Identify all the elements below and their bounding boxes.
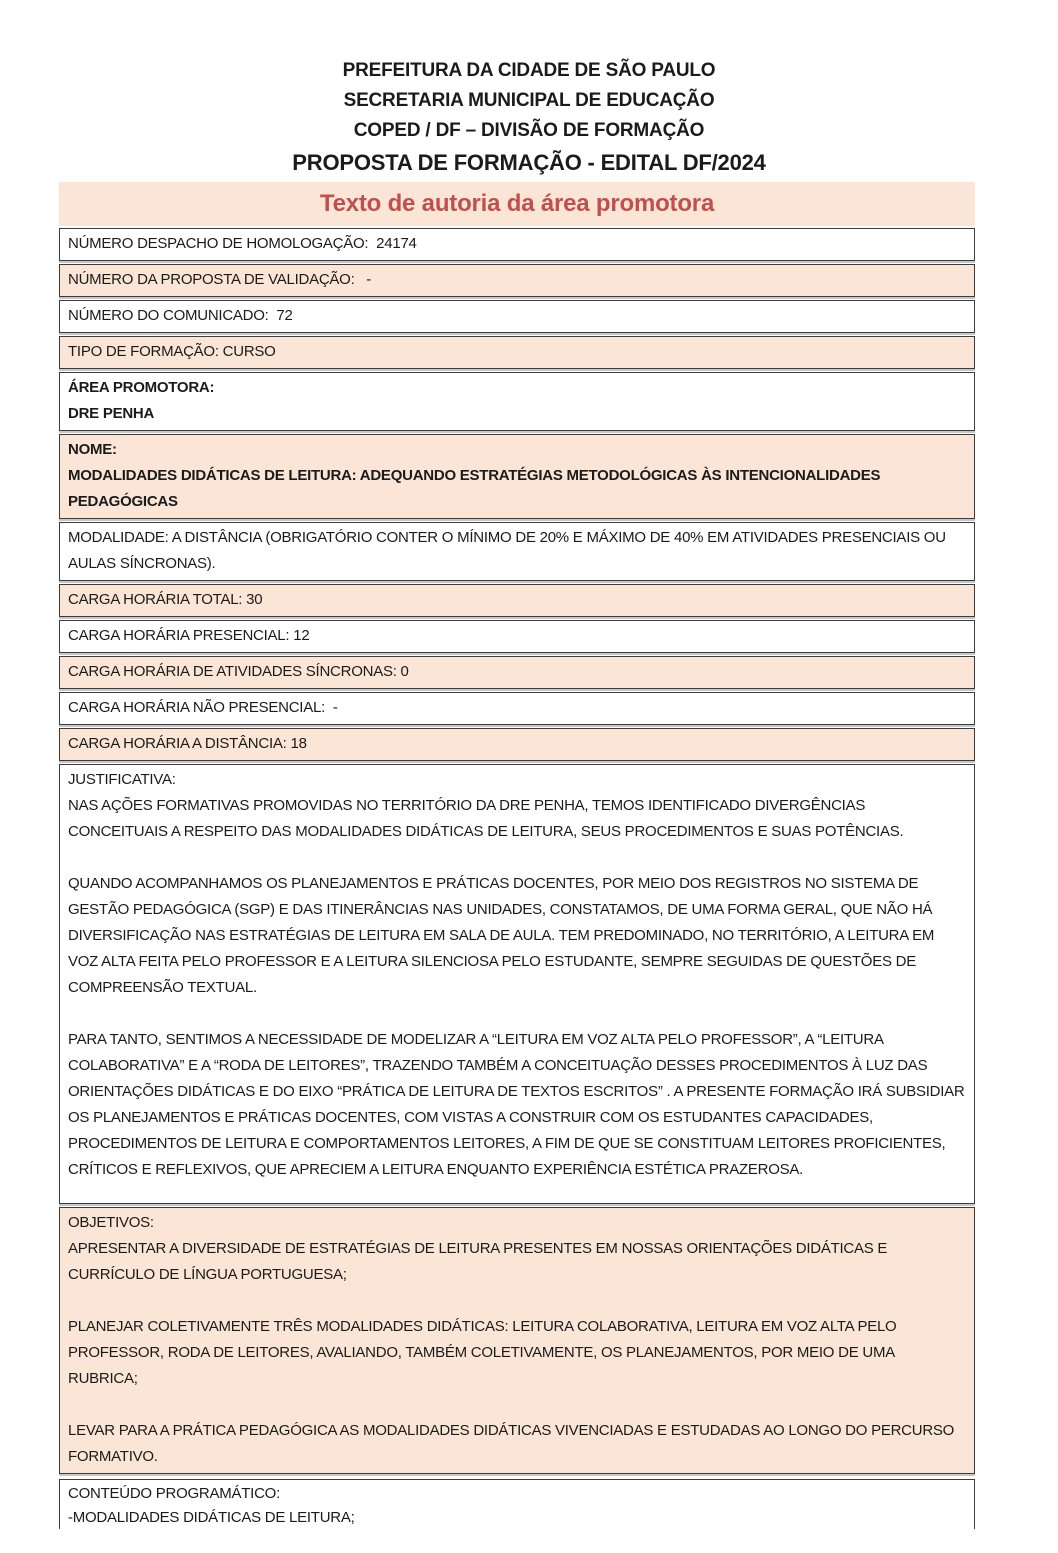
table-row: CARGA HORÁRIA TOTAL: 30 xyxy=(59,584,975,617)
table-row: CARGA HORÁRIA DE ATIVIDADES SÍNCRONAS: 0 xyxy=(59,656,975,689)
table-row: CARGA HORÁRIA A DISTÂNCIA: 18 xyxy=(59,728,975,761)
table-row: MODALIDADE: A DISTÂNCIA (OBRIGATÓRIO CONTER O MÍNIMO DE 20% E MÁXIMO DE 40% EM ATIVIDADES PRESENCIAIS OU AULAS SÍNCRONAS). xyxy=(59,522,975,581)
table-row: NÚMERO DO COMUNICADO: 72 xyxy=(59,300,975,333)
document-page xyxy=(0,56,1058,1553)
header-line-edital-title: PROPOSTA DE FORMAÇÃO - EDITAL DF/2024 xyxy=(292,150,766,175)
promoter-authorship-banner: Texto de autoria da área promotora xyxy=(59,182,975,226)
table-row: NOME: MODALIDADES DIDÁTICAS DE LEITURA: ADEQUANDO ESTRATÉGIAS METODOLÓGICAS ÀS INTENCIONALIDADES PEDAGÓGICAS xyxy=(59,434,975,519)
table-row: JUSTIFICATIVA: NAS AÇÕES FORMATIVAS PROMOVIDAS NO TERRITÓRIO DA DRE PENHA, TEMOS IDENTIFICADO DIVERGÊNCIAS CONCEITUAIS A RESPEITO DAS MODALIDADES DIDÁTICAS DE LEITURA, SEUS PROCEDIMENTOS E SUAS POTÊNCIAS. QUANDO ACOMPANHAMOS OS PLANEJAMENTOS E PRÁTICAS DOCENTES, POR MEIO DOS REGISTROS NO SISTEMA DE GESTÃO PEDAGÓGICA (SGP) E DAS ITINERÂNCIAS NAS UNIDADES, CONSTATAMOS, DE UMA FORMA GERAL, QUE NÃO HÁ DIVERSIFICAÇÃO NAS ESTRATÉGIAS DE LEITURA EM SALA DE AULA. TEM PREDOMINADO, NO TERRITÓRIO, A LEITURA EM VOZ ALTA FEITA PELO PROFESSOR E A LEITURA SILENCIOSA PELO ESTUDANTE, SEMPRE SEGUIDAS DE QUESTÕES DE COMPREENSÃO TEXTUAL. PARA TANTO, SENTIMOS A NECESSIDADE DE MODELIZAR A “LEITURA EM VOZ ALTA PELO PROFESSOR”, A “LEITURA COLABORATIVA” E A “RODA DE LEITORES”, TRAZENDO TAMBÉM A CONCEITUAÇÃO DESSES PROCEDIMENTOS À LUZ DAS ORIENTAÇÕES DIDÁTICAS E DO EIXO “PRÁTICA DE LEITURA DE TEXTOS ESCRITOS” . A PRESENTE FORMAÇÃO IRÁ SUBSIDIAR OS PLANEJAMENTOS E PRÁTICAS DOCENTES, COM VISTAS A CONSTRUIR COM OS ESTUDANTES CAPACIDADES, PROCEDIMENTOS DE LEITURA E COMPORTAMENTOS LEITORES, A FIM DE QUE SE CONSTITUAM LEITORES PROFICIENTES, CRÍTICOS E REFLEXIVOS, QUE APRECIEM A LEITURA ENQUANTO EXPERIÊNCIA ESTÉTICA PRAZEROSA. xyxy=(59,764,975,1204)
table-row: CARGA HORÁRIA NÃO PRESENCIAL: - xyxy=(59,692,975,725)
table-row: ÁREA PROMOTORA: DRE PENHA xyxy=(59,372,975,431)
header-line-org: PREFEITURA DA CIDADE DE SÃO PAULO xyxy=(342,60,716,81)
document-header xyxy=(0,56,1058,179)
table-row: TIPO DE FORMAÇÃO: CURSO xyxy=(59,336,975,369)
table-row: OBJETIVOS: APRESENTAR A DIVERSIDADE DE ESTRATÉGIAS DE LEITURA PRESENTES EM NOSSAS ORIENTAÇÕES DIDÁTICAS E CURRÍCULO DE LÍNGUA PORTUGUESA; PLANEJAR COLETIVAMENTE TRÊS MODALIDADES DIDÁTICAS: LEITURA COLABORATIVA, LEITURA EM VOZ ALTA PELO PROFESSOR, RODA DE LEITORES, AVALIANDO, TAMBÉM COLETIVAMENTE, OS PLANEJAMENTOS, POR MEIO DE UMA RUBRICA; LEVAR PARA A PRÁTICA PEDAGÓGICA AS MODALIDADES DIDÁTICAS VIVENCIADAS E ESTUDADAS AO LONGO DO PERCURSO FORMATIVO. xyxy=(59,1207,975,1474)
header-line-secretaria: SECRETARIA MUNICIPAL DE EDUCAÇÃO xyxy=(343,90,715,111)
table-row: CONTEÚDO PROGRAMÁTICO: -MODALIDADES DIDÁTICAS DE LEITURA; xyxy=(59,1479,975,1529)
table-row: NÚMERO DA PROPOSTA DE VALIDAÇÃO: - xyxy=(59,264,975,297)
header-line-coped: COPED / DF – DIVISÃO DE FORMAÇÃO xyxy=(353,120,705,141)
table-row: NÚMERO DESPACHO DE HOMOLOGAÇÃO: 24174 xyxy=(59,228,975,261)
table-row: CARGA HORÁRIA PRESENCIAL: 12 xyxy=(59,620,975,653)
form-table xyxy=(59,228,975,1529)
